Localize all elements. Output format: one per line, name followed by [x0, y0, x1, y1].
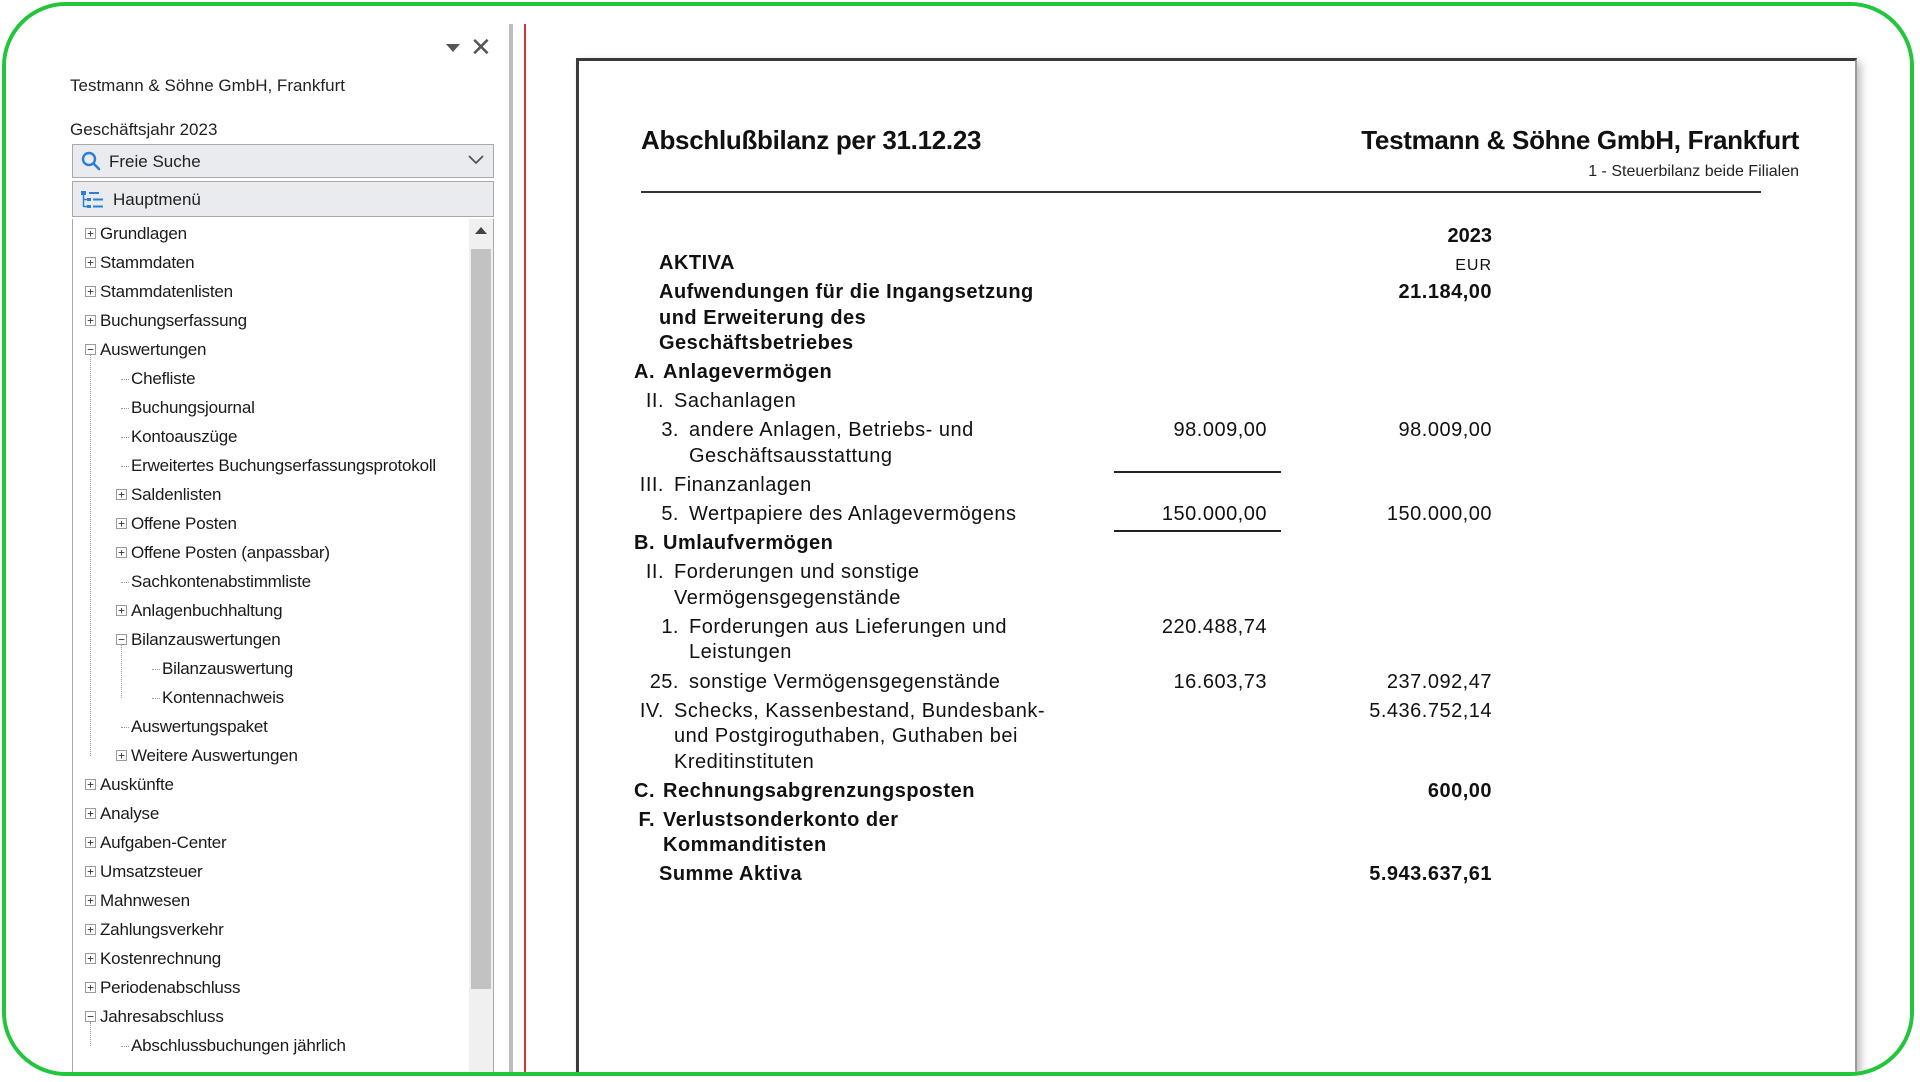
tree-item[interactable]: Auswertungspaket: [131, 717, 268, 736]
expand-icon[interactable]: +: [85, 982, 96, 993]
tree-item[interactable]: Offene Posten: [131, 514, 237, 533]
navigation-tree: [72, 219, 494, 1076]
balance-item-label: Geschäftsbetriebes: [659, 332, 854, 355]
search-label: Freie Suche: [109, 152, 201, 171]
balance-item-label: Aufwendungen für die Ingangsetzung: [659, 281, 1034, 304]
company-name: Testmann & Söhne GmbH, Frankfurt: [70, 76, 345, 95]
tree-connector: [121, 1046, 129, 1047]
detail-amount: 98.009,00: [1173, 419, 1267, 442]
balance-item-number: C.: [634, 779, 655, 802]
tree-connector: [121, 466, 129, 467]
tree-connector: [152, 669, 160, 670]
balance-item-number: II.: [645, 390, 664, 413]
tree-item[interactable]: Stammdatenlisten: [100, 282, 233, 301]
expand-icon[interactable]: +: [116, 547, 127, 558]
expand-icon[interactable]: +: [85, 779, 96, 790]
tree-menu-icon: [79, 188, 105, 212]
tree-connector: [121, 408, 129, 409]
search-input[interactable]: [72, 144, 494, 178]
balance-item-label: und Postgiroguthaben, Guthaben bei: [674, 725, 1018, 748]
balance-item-number: A.: [634, 361, 655, 384]
tree-item[interactable]: Bilanzauswertungen: [131, 630, 281, 649]
subtotal-underline: [1114, 471, 1281, 473]
report-company: Testmann & Söhne GmbH, Frankfurt: [1361, 125, 1799, 155]
collapse-icon[interactable]: −: [116, 634, 127, 645]
app-frame: [2, 2, 1914, 1076]
expand-icon[interactable]: +: [85, 228, 96, 239]
balance-item-label: Sachanlagen: [674, 390, 797, 413]
balance-item-number: II.: [645, 561, 664, 584]
expand-icon[interactable]: +: [116, 489, 127, 500]
balance-item-label: Forderungen aus Lieferungen und: [689, 615, 1007, 638]
total-amount: 5.943.637,61: [1369, 863, 1492, 886]
report-preview: [530, 6, 1914, 1076]
balance-item-label: andere Anlagen, Betriebs- und: [689, 419, 974, 442]
tree-item[interactable]: Kontennachweis: [162, 688, 284, 707]
tree-connector: [121, 437, 129, 438]
expand-icon[interactable]: +: [116, 518, 127, 529]
tree-scrollbar[interactable]: [469, 219, 493, 1076]
balance-item-label: AKTIVA: [659, 252, 735, 274]
report-page: [576, 58, 1857, 1076]
close-icon[interactable]: ✕: [470, 32, 492, 62]
balance-item-number: IV.: [639, 699, 664, 722]
balance-item-label: Wertpapiere des Anlagevermögens: [689, 503, 1017, 526]
balance-item-label: Verlustsonderkonto der: [663, 808, 899, 831]
report-title: Abschlußbilanz per 31.12.23: [641, 125, 982, 155]
expand-icon[interactable]: +: [85, 837, 96, 848]
scroll-up-icon[interactable]: [475, 227, 487, 234]
balance-item-number: III.: [639, 474, 664, 496]
tree-item[interactable]: Sachkontenabstimmliste: [131, 572, 311, 591]
tree-item[interactable]: Grundlagen: [100, 224, 187, 243]
tree-item[interactable]: Chefliste: [131, 369, 196, 388]
tree-item[interactable]: Mahnwesen: [100, 891, 190, 910]
tree-connector: [121, 582, 129, 583]
balance-item-label: Finanzanlagen: [674, 474, 812, 496]
main-menu-label: Hauptmenü: [113, 190, 201, 209]
detail-amount: 150.000,00: [1161, 503, 1267, 526]
tree-item[interactable]: Kostenrechnung: [100, 949, 222, 968]
total-amount: 5.436.752,14: [1369, 699, 1492, 722]
navigation-panel: [6, 6, 506, 1076]
subtotal-underline: [1114, 530, 1281, 532]
balance-item-number: 5.: [661, 503, 679, 526]
tree-item[interactable]: Auskünfte: [100, 775, 174, 794]
tree-guide-line: [121, 645, 122, 698]
column-year: 2023: [1447, 225, 1492, 247]
report-subtitle: 1 - Steuerbilanz beide Filialen: [1588, 163, 1799, 180]
expand-icon[interactable]: +: [85, 953, 96, 964]
tree-item[interactable]: Bilanzauswertung: [162, 659, 293, 678]
balance-item-label: Kommanditisten: [663, 834, 827, 857]
balance-item-number: 3.: [661, 419, 679, 442]
tree-item[interactable]: Periodenabschluss: [100, 978, 241, 997]
total-amount: 237.092,47: [1386, 670, 1492, 693]
column-currency: EUR: [1455, 257, 1492, 274]
balance-item-label: Kreditinstituten: [674, 750, 815, 773]
chevron-down-icon[interactable]: [467, 153, 485, 167]
expand-icon[interactable]: +: [85, 257, 96, 268]
tree-item[interactable]: Aufgaben-Center: [100, 833, 227, 852]
collapse-icon[interactable]: −: [85, 344, 96, 355]
total-amount: 150.000,00: [1386, 503, 1492, 526]
tree-item[interactable]: Kontoauszüge: [131, 427, 238, 446]
balance-item-label: Geschäftsausstattung: [689, 444, 893, 467]
panel-dropdown-icon[interactable]: [446, 44, 460, 52]
tree-item[interactable]: Weitere Auswertungen: [131, 746, 298, 765]
search-icon: [81, 151, 101, 171]
expand-icon[interactable]: +: [85, 866, 96, 877]
total-amount: 600,00: [1427, 779, 1492, 802]
detail-amount: 16.603,73: [1173, 670, 1267, 693]
balance-item-number: 1.: [661, 615, 679, 638]
balance-item-number: F.: [638, 808, 655, 831]
tree-item[interactable]: Abschlussbuchungen jährlich: [131, 1036, 346, 1055]
tree-item[interactable]: Auswertungen: [100, 340, 207, 359]
tree-item[interactable]: Erweitertes Buchungserfassungsprotokoll: [131, 456, 436, 475]
fiscal-year: Geschäftsjahr 2023: [70, 120, 218, 139]
expand-icon[interactable]: +: [85, 286, 96, 297]
expand-icon[interactable]: +: [85, 895, 96, 906]
tree-item[interactable]: Offene Posten (anpassbar): [131, 543, 330, 562]
tree-item[interactable]: Umsatzsteuer: [100, 862, 203, 881]
panel-splitter[interactable]: [509, 24, 513, 1076]
total-amount: 98.009,00: [1398, 419, 1492, 442]
tree-connector: [152, 698, 160, 699]
tree-item[interactable]: Anlagenbuchhaltung: [131, 601, 283, 620]
tree-item[interactable]: Zahlungsverkehr: [100, 920, 224, 939]
tree-guide-line: [90, 355, 91, 756]
tree-item[interactable]: Saldenlisten: [131, 485, 222, 504]
balance-item-label: Anlagevermögen: [663, 361, 833, 384]
balance-item-label: Leistungen: [689, 641, 792, 664]
detail-amount: 220.488,74: [1161, 615, 1267, 638]
scrollbar-thumb[interactable]: [471, 249, 491, 989]
collapse-icon[interactable]: −: [85, 1011, 96, 1022]
expand-icon[interactable]: +: [85, 924, 96, 935]
expand-icon[interactable]: +: [116, 605, 127, 616]
header-rule: [641, 191, 1761, 193]
tree-item[interactable]: Analyse: [100, 804, 160, 823]
tree-guide-line: [90, 1022, 91, 1046]
balance-item-label: Summe Aktiva: [659, 863, 803, 886]
tree-connector: [121, 727, 129, 728]
tree-connector: [121, 379, 129, 380]
balance-item-label: Umlaufvermögen: [663, 532, 834, 555]
tree-item[interactable]: Jahresabschluss: [100, 1007, 224, 1026]
expand-icon[interactable]: +: [85, 808, 96, 819]
balance-item-label: Schecks, Kassenbestand, Bundesbank-: [674, 699, 1046, 722]
expand-icon[interactable]: +: [85, 315, 96, 326]
balance-item-label: und Erweiterung des: [659, 306, 867, 329]
tree-item[interactable]: Buchungserfassung: [100, 311, 247, 330]
balance-item-label: Rechnungsabgrenzungsposten: [663, 779, 975, 802]
margin-rule: [524, 24, 526, 1076]
total-amount: 21.184,00: [1398, 281, 1492, 304]
balance-item-label: Forderungen und sonstige: [674, 561, 920, 584]
balance-item-number: B.: [634, 532, 655, 555]
expand-icon[interactable]: +: [116, 750, 127, 761]
balance-item-label: sonstige Vermögensgegenstände: [689, 670, 1001, 693]
tree-item[interactable]: Buchungsjournal: [131, 398, 255, 417]
tree-item[interactable]: Stammdaten: [100, 253, 195, 272]
balance-item-label: Vermögensgegenstände: [674, 586, 901, 609]
main-menu-button[interactable]: [72, 181, 494, 217]
balance-item-number: 25.: [649, 670, 679, 693]
